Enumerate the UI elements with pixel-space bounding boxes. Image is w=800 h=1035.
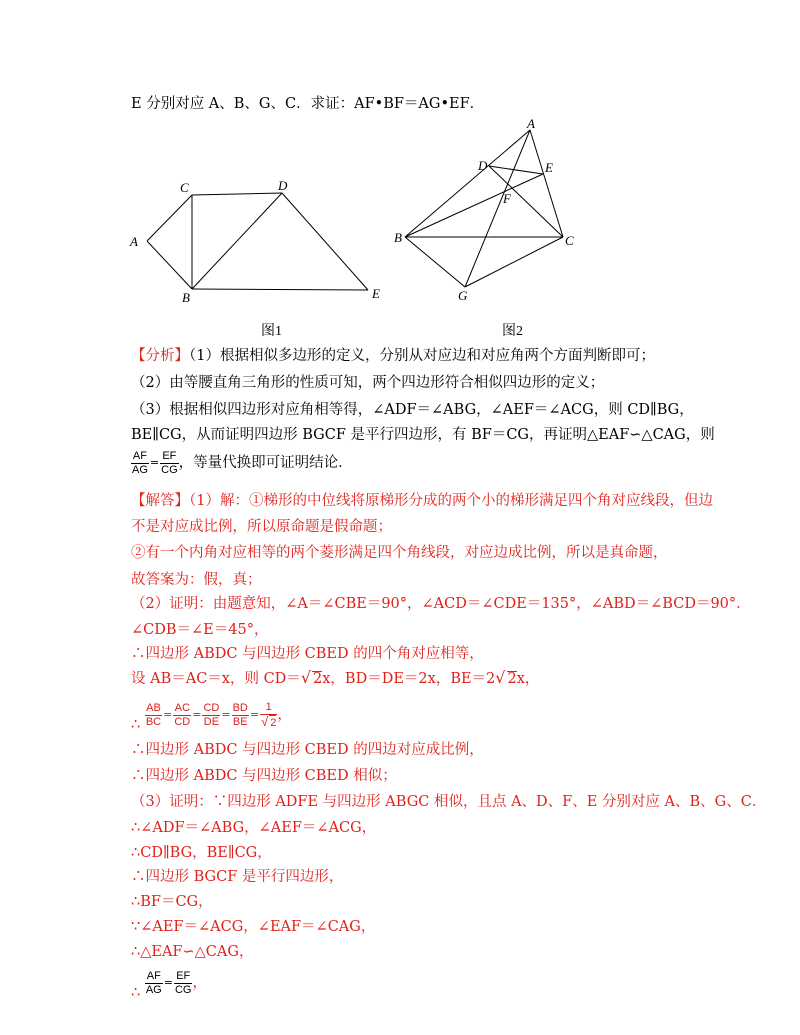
answer-line-2: 不是对应成比例，所以原命题是假命题； xyxy=(131,519,392,535)
analysis-text-5: ，等量代换即可证明结论． xyxy=(178,455,353,471)
fig2-label-e: E xyxy=(545,160,553,175)
fig1-label-b: B xyxy=(182,290,190,305)
answer-line-13: ∴∠ADF＝∠ABG，∠AEF＝∠ACG， xyxy=(131,820,377,836)
answer-line-19: ∴ $\frac{AF}{AG}$ = $\frac{EF}{CG}$ ， xyxy=(131,969,207,1001)
fig2-seg-eb xyxy=(405,174,543,237)
answer-line-6: ∠CDB＝∠E＝45°， xyxy=(131,622,269,638)
fig2-seg-ab xyxy=(405,130,530,237)
fig2-seg-ag xyxy=(465,130,530,287)
fig2-seg-bg xyxy=(405,237,465,287)
answer-line-11: ∴四边形 ABDC 与四边形 CBED 相似； xyxy=(131,768,397,784)
answer-line-1 xyxy=(131,491,713,511)
fraction-cd-de: $\frac{CD}{DE}$ xyxy=(203,701,220,728)
answer-tag: 【解答】 xyxy=(131,493,189,509)
figure-1-caption: 图1 xyxy=(261,324,282,339)
fig1-seg-ab xyxy=(147,241,192,289)
analysis-line-5: $\frac{AF}{AG}$ = $\frac{EF}{CG}$ ，等量代换即可证明结论． xyxy=(132,449,353,476)
analysis-line-4: BE∥CG，从而证明四边形 BGCF 是平行四边形，有 BF＝CG，再证明△EAF∽△CAG，则 xyxy=(131,427,715,443)
answer-line-5: （2）证明：由题意知，∠A＝∠CBE＝90°，∠ACD＝∠CDE＝135°，∠ABD＝∠BCD＝90°． xyxy=(131,596,751,612)
fig1-seg-cd xyxy=(192,193,282,195)
figure-2-caption: 图2 xyxy=(502,324,523,339)
fig2-label-b: B xyxy=(394,230,402,245)
answer-line-12: （3）证明：∵四边形 ADFE 与四边形 ABGC 相似，且点 A、D、F、E 分别对应 A、B、G、C． xyxy=(131,794,767,810)
fig1-seg-de xyxy=(282,193,368,290)
fraction-bd-be: $\frac{BD}{BE}$ xyxy=(232,701,248,728)
answer-line-8: 设 AB＝AC＝x，则 CD＝√ 2x，BD＝DE＝2x，BE＝2√ 2x， xyxy=(131,668,540,687)
fig2-seg-de xyxy=(489,166,543,174)
fraction-af-ag: $\frac{AF}{AG}$ xyxy=(132,449,148,476)
fig1-label-d: D xyxy=(278,178,288,193)
answer-line-16: ∴BF＝CG， xyxy=(131,894,213,910)
problem-tail-line: E 分别对应 A、B、G、C．求证：AF•BF＝AG•EF． xyxy=(131,96,485,112)
fig2-label-f: F xyxy=(503,191,511,206)
fig1-seg-bd xyxy=(192,193,282,289)
fig2-label-g: G xyxy=(458,288,468,303)
fraction-ac-cd: $\frac{AC}{CD}$ xyxy=(174,701,191,728)
analysis-line-1 xyxy=(131,346,655,366)
fraction-ab-bc: $\frac{AB}{BC}$ xyxy=(145,701,162,728)
answer-line-9-ratio: ∴ $\frac{AB}{BC}$ = $\frac{AC}{CD}$ = $\frac{CD}{DE}$ = $\frac{BD}{BE}$ = $\frac{1}{√ 2}$ ， xyxy=(131,700,292,733)
fig1-seg-ac xyxy=(147,195,192,241)
answer-text-1: （1）解：①梯形的中位线将原梯形分成的两个小的梯形满足四个角对应线段，但边 xyxy=(189,493,713,509)
answer-line-15: ∴四边形 BGCF 是平行四边形， xyxy=(131,869,344,885)
fig1-seg-be xyxy=(192,289,368,290)
answer-line-14: ∴CD∥BG，BE∥CG， xyxy=(131,845,272,861)
fig2-label-d: D xyxy=(478,158,488,173)
analysis-text-1: （1）根据相似多边形的定义，分别从对应边和对应角两个方面判断即可； xyxy=(189,348,655,364)
answer-line-18: ∴△EAF∽△CAG， xyxy=(131,944,254,960)
fraction-ef-cg-final: $\frac{EF}{CG}$ xyxy=(174,969,192,996)
fig1-label-e: E xyxy=(372,286,380,301)
fig1-label-a: A xyxy=(130,234,138,249)
answer-line-4: 故答案为：假，真； xyxy=(131,572,262,588)
fig2-label-c: C xyxy=(565,233,574,248)
fig1-label-c: C xyxy=(180,180,189,195)
fraction-af-ag-final: $\frac{AF}{AG}$ xyxy=(145,969,162,996)
fig2-seg-gc xyxy=(465,237,563,287)
analysis-tag: 【分析】 xyxy=(131,348,189,364)
fraction-ef-cg: $\frac{EF}{CG}$ xyxy=(161,449,178,476)
answer-line-7: ∴四边形 ABDC 与四边形 CBED 的四个角对应相等， xyxy=(131,646,484,662)
answer-line-10: ∴四边形 ABDC 与四边形 CBED 的四边对应成比例， xyxy=(131,742,484,758)
answer-line-3: ②有一个内角对应相等的两个菱形满足四个角线段，对应边成比例，所以是真命题， xyxy=(131,545,668,561)
figure-2 xyxy=(390,112,590,312)
fig2-label-a: A xyxy=(527,116,535,131)
analysis-line-3: （3）根据相似四边形对应角相等得，∠ADF＝∠ABG，∠AEF＝∠ACG，则 CD∥BG， xyxy=(131,402,694,418)
fraction-one-sqrt2: $\frac{1}{√ 2}$ xyxy=(261,700,277,729)
analysis-line-2: （2）由等腰直角三角形的性质可知，两个四边形符合相似四边形的定义； xyxy=(131,375,605,391)
figure-1 xyxy=(120,172,400,312)
answer-line-17: ∵∠AEF＝∠ACG，∠EAF＝∠CAG， xyxy=(131,919,376,935)
